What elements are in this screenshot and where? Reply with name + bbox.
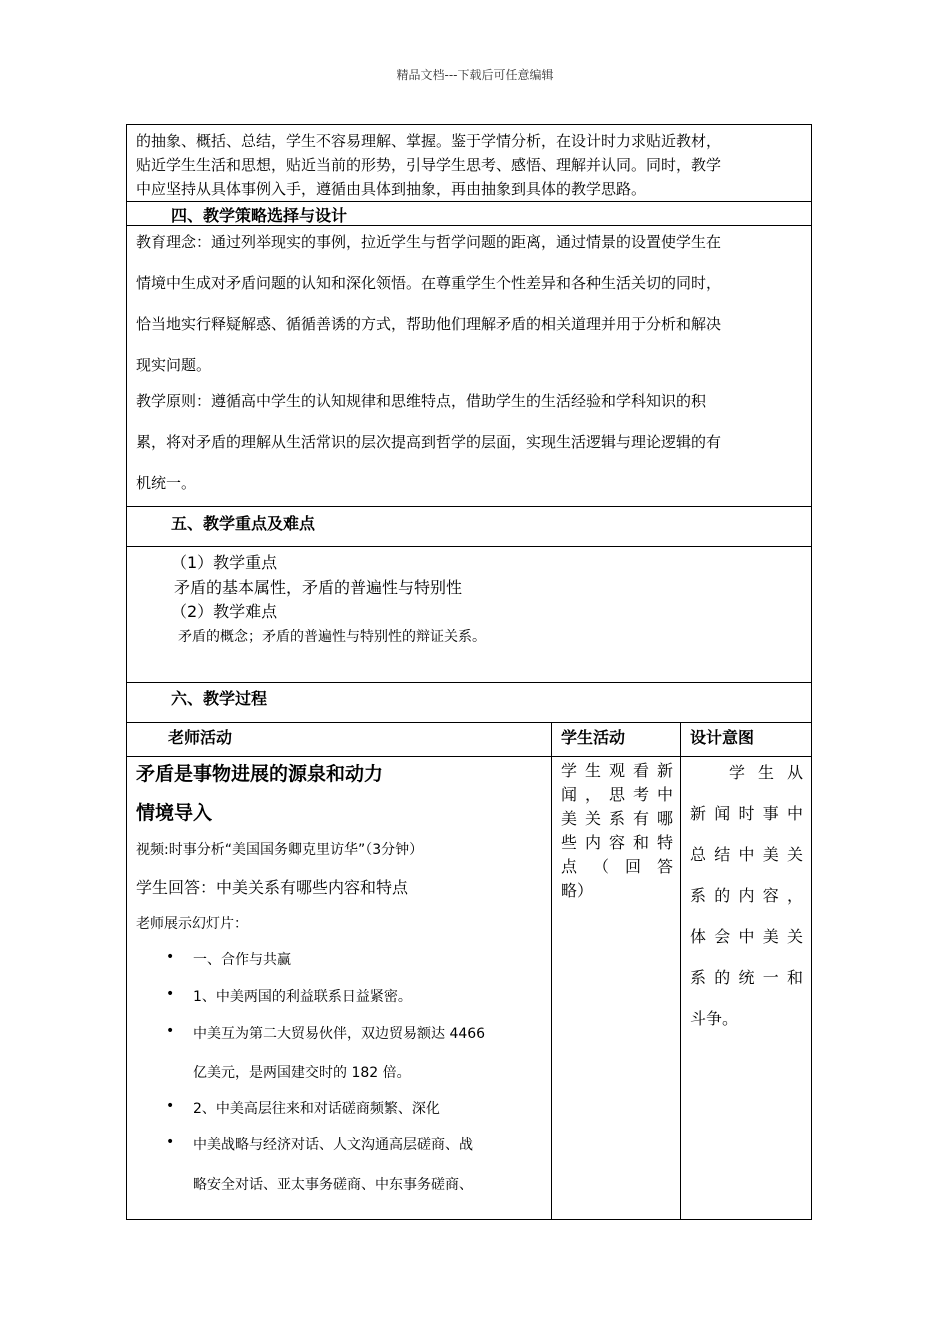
section4-line-3: 恰当地实行释疑解惑、循循善诱的方式，帮助他们理解矛盾的相关道理并用于分析和解决 <box>136 315 722 333</box>
bullet-dot-2: • <box>166 986 175 1002</box>
col-intent-head: 设计意图 <box>690 728 755 747</box>
teacher-title-1: 矛盾是事物进展的源泉和动力 <box>136 763 384 785</box>
section5-title: 五、教学重点及难点 <box>171 514 316 533</box>
intro-line-1: 的抽象、概括、总结，学生不容易理解、掌握。鉴于学情分析，在设计时力求贴近教材， <box>136 132 722 150</box>
answer-line: 学生回答：中美关系有哪些内容和特点 <box>136 878 409 897</box>
col-teacher-head-cell <box>126 722 552 757</box>
section4-title: 四、教学策略选择与设计 <box>171 206 348 225</box>
student-line-6: 略） <box>561 881 594 900</box>
intro-cell <box>126 124 812 202</box>
section4-line-2: 情境中生成对矛盾问题的认知和深化领悟。在尊重学生个性差异和各种生活关切的同时， <box>136 274 722 292</box>
bullet-dot-3: • <box>166 1023 175 1039</box>
bullet-dot-5: • <box>166 1134 175 1150</box>
student-line-5: 点（回答 <box>561 857 673 876</box>
intent-line-7: 斗争。 <box>690 1009 739 1028</box>
slides-line: 老师展示幻灯片： <box>136 916 248 932</box>
intent-line-5: 体会中美关 <box>690 927 803 946</box>
col-intent-head-cell <box>680 722 812 757</box>
student-line-3: 美关系有哪 <box>561 809 673 828</box>
section4-body-cell <box>126 225 812 507</box>
col-teacher-head: 老师活动 <box>168 728 233 747</box>
difficulty-text: 矛盾的概念；矛盾的普遍性与特别性的辩证关系。 <box>178 629 486 645</box>
student-line-1: 学生观看新 <box>561 761 673 780</box>
bullet-5-line-1: 中美战略与经济对话、人文沟通高层磋商、战 <box>193 1137 473 1153</box>
difficulty-label: （2）教学难点 <box>171 602 278 621</box>
video-line: 视频:时事分析“美国国务卿克里访华”（3分钟） <box>136 842 424 858</box>
bullet-dot-4: • <box>166 1098 175 1114</box>
bullet-3-line-1: 中美互为第二大贸易伙伴，双边贸易额达 4466 <box>193 1026 486 1042</box>
bullet-4-line-1: 2、中美高层往来和对话磋商频繁、深化 <box>193 1101 440 1117</box>
section4-title-cell <box>126 201 812 226</box>
intent-line-2: 新闻时事中 <box>690 804 803 823</box>
page-header: 精品文档---下载后可任意编辑 <box>396 68 554 82</box>
student-activity-cell <box>551 756 681 1220</box>
bullet-3-line-2: 亿美元，是两国建交时的 182 倍。 <box>193 1065 411 1081</box>
section5-body-cell <box>126 546 812 683</box>
intent-line-1: 学生从 <box>729 763 803 782</box>
bullet-5-line-2: 略安全对话、亚太事务磋商、中东事务磋商、 <box>193 1177 473 1193</box>
teacher-activity-cell <box>126 756 552 1220</box>
section6-title: 六、教学过程 <box>171 689 268 708</box>
section4-line-6: 累，将对矛盾的理解从生活常识的层次提高到哲学的层面，实现生活逻辑与理论逻辑的有 <box>136 433 722 451</box>
section4-line-4: 现实问题。 <box>136 356 212 374</box>
col-student-head: 学生活动 <box>561 728 626 747</box>
key-point-label: （1）教学重点 <box>171 553 278 572</box>
section4-line-7: 机统一。 <box>136 474 197 492</box>
intent-line-4: 系的内容， <box>690 886 803 905</box>
intro-line-2: 贴近学生生活和思想，贴近当前的形势，引导学生思考、感悟、理解并认同。同时，教学 <box>136 156 722 174</box>
section4-line-1: 教育理念：通过列举现实的事例，拉近学生与哲学问题的距离，通过情景的设置使学生在 <box>136 233 722 251</box>
bullet-2-line-1: 1、中美两国的利益联系日益紧密。 <box>193 989 412 1005</box>
intent-line-3: 总结中美关 <box>690 845 803 864</box>
intro-line-3: 中应坚持从具体事例入手，遵循由具体到抽象，再由抽象到具体的教学思路。 <box>136 180 647 198</box>
student-line-2: 闻，思考中 <box>561 785 673 804</box>
section5-title-cell <box>126 506 812 547</box>
design-intent-cell <box>680 756 812 1220</box>
intent-line-6: 系的统一和 <box>690 968 803 987</box>
col-student-head-cell <box>551 722 681 757</box>
key-point-text: 矛盾的基本属性，矛盾的普遍性与特别性 <box>174 578 463 597</box>
student-line-4: 些内容和特 <box>561 833 673 852</box>
bullet-dot-1: • <box>166 949 175 965</box>
section6-title-cell <box>126 682 812 723</box>
teacher-title-2: 情境导入 <box>136 802 213 824</box>
section4-line-5: 教学原则：遵循高中学生的认知规律和思维特点，借助学生的生活经验和学科知识的积 <box>136 392 707 410</box>
bullet-1-line-1: 一、合作与共赢 <box>193 952 291 968</box>
